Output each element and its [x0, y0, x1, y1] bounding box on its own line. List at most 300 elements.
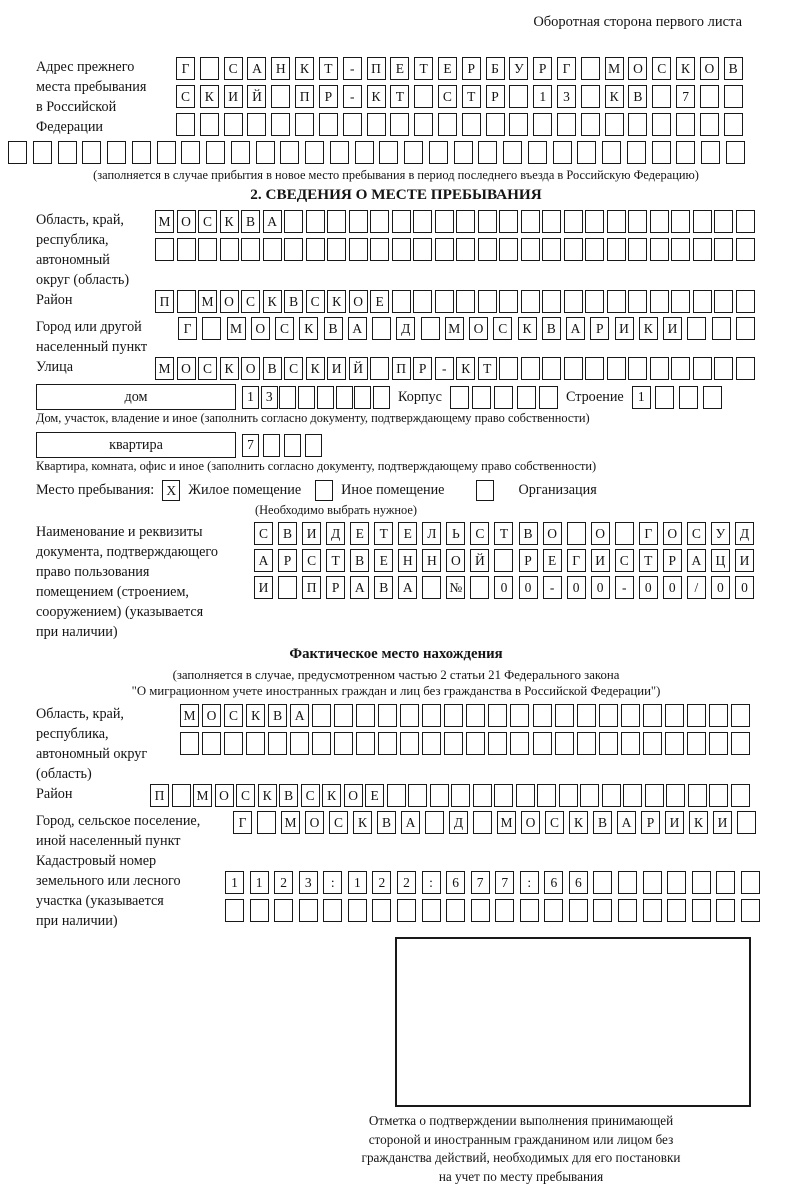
char-cell[interactable]: [520, 899, 539, 922]
char-cell[interactable]: Д: [396, 317, 415, 340]
char-cell[interactable]: К: [639, 317, 658, 340]
char-cell[interactable]: [693, 357, 712, 380]
char-cell[interactable]: [478, 238, 497, 261]
char-cell[interactable]: [370, 357, 389, 380]
char-cell[interactable]: [486, 113, 505, 136]
char-cell[interactable]: [280, 141, 299, 164]
char-cell[interactable]: [355, 141, 374, 164]
char-cell[interactable]: [334, 704, 353, 727]
char-cell[interactable]: [731, 784, 750, 807]
char-cell[interactable]: [564, 357, 583, 380]
char-cell[interactable]: 1: [242, 386, 259, 409]
char-cell[interactable]: [473, 811, 492, 834]
char-cell[interactable]: [370, 210, 389, 233]
char-cell[interactable]: Р: [278, 549, 297, 572]
char-cell[interactable]: [510, 732, 529, 755]
char-cell[interactable]: К: [322, 784, 341, 807]
char-cell[interactable]: Р: [519, 549, 538, 572]
char-cell[interactable]: П: [155, 290, 174, 313]
char-cell[interactable]: [387, 784, 406, 807]
organization-checkbox[interactable]: [476, 480, 494, 501]
char-cell[interactable]: [643, 871, 662, 894]
char-cell[interactable]: [425, 811, 444, 834]
char-cell[interactable]: К: [306, 357, 325, 380]
char-cell[interactable]: И: [713, 811, 732, 834]
char-cell[interactable]: [400, 732, 419, 755]
char-cell[interactable]: [555, 704, 574, 727]
char-cell[interactable]: С: [224, 57, 243, 80]
char-cell[interactable]: Г: [567, 549, 586, 572]
char-cell[interactable]: [181, 141, 200, 164]
char-cell[interactable]: [246, 732, 265, 755]
char-cell[interactable]: [8, 141, 27, 164]
char-cell[interactable]: [247, 113, 266, 136]
char-cell[interactable]: К: [258, 784, 277, 807]
char-cell[interactable]: С: [198, 210, 217, 233]
char-cell[interactable]: [503, 141, 522, 164]
char-cell[interactable]: [564, 238, 583, 261]
char-cell[interactable]: 3: [261, 386, 278, 409]
char-cell[interactable]: Д: [735, 522, 754, 545]
char-cell[interactable]: [378, 704, 397, 727]
char-cell[interactable]: [422, 704, 441, 727]
char-cell[interactable]: -: [343, 57, 362, 80]
char-cell[interactable]: 0: [567, 576, 586, 599]
char-cell[interactable]: [687, 317, 706, 340]
char-cell[interactable]: [422, 732, 441, 755]
char-cell[interactable]: С: [615, 549, 634, 572]
char-cell[interactable]: [687, 704, 706, 727]
char-cell[interactable]: [521, 357, 540, 380]
char-cell[interactable]: [414, 113, 433, 136]
char-cell[interactable]: [542, 357, 561, 380]
char-cell[interactable]: О: [177, 357, 196, 380]
char-cell[interactable]: К: [263, 290, 282, 313]
apartment-box[interactable]: квартира: [36, 432, 236, 458]
char-cell[interactable]: 2: [372, 871, 391, 894]
char-cell[interactable]: [466, 732, 485, 755]
char-cell[interactable]: 6: [446, 871, 465, 894]
char-cell[interactable]: Р: [326, 576, 345, 599]
char-cell[interactable]: С: [236, 784, 255, 807]
char-cell[interactable]: [478, 210, 497, 233]
char-cell[interactable]: [643, 704, 662, 727]
char-cell[interactable]: [555, 732, 574, 755]
char-cell[interactable]: [585, 210, 604, 233]
char-cell[interactable]: [607, 357, 626, 380]
char-cell[interactable]: В: [279, 784, 298, 807]
char-cell[interactable]: 0: [591, 576, 610, 599]
char-cell[interactable]: [712, 317, 731, 340]
char-cell[interactable]: [225, 899, 244, 922]
char-cell[interactable]: №: [446, 576, 465, 599]
char-cell[interactable]: [494, 549, 513, 572]
char-cell[interactable]: [414, 85, 433, 108]
char-cell[interactable]: [378, 732, 397, 755]
char-cell[interactable]: [521, 238, 540, 261]
char-cell[interactable]: [454, 141, 473, 164]
char-cell[interactable]: [494, 784, 513, 807]
char-cell[interactable]: Г: [178, 317, 197, 340]
char-cell[interactable]: [231, 141, 250, 164]
char-cell[interactable]: Н: [271, 57, 290, 80]
char-cell[interactable]: [392, 290, 411, 313]
char-cell[interactable]: [607, 210, 626, 233]
char-cell[interactable]: [456, 290, 475, 313]
char-cell[interactable]: [356, 704, 375, 727]
char-cell[interactable]: [334, 732, 353, 755]
char-cell[interactable]: М: [605, 57, 624, 80]
char-cell[interactable]: [709, 784, 728, 807]
char-cell[interactable]: [602, 784, 621, 807]
char-cell[interactable]: [471, 899, 490, 922]
char-cell[interactable]: И: [663, 317, 682, 340]
char-cell[interactable]: [155, 238, 174, 261]
char-cell[interactable]: [473, 784, 492, 807]
char-cell[interactable]: [628, 238, 647, 261]
char-cell[interactable]: [429, 141, 448, 164]
char-cell[interactable]: К: [353, 811, 372, 834]
char-cell[interactable]: [687, 732, 706, 755]
char-cell[interactable]: [392, 238, 411, 261]
char-cell[interactable]: [593, 871, 612, 894]
char-cell[interactable]: [373, 386, 390, 409]
char-cell[interactable]: В: [278, 522, 297, 545]
char-cell[interactable]: В: [350, 549, 369, 572]
char-cell[interactable]: [585, 238, 604, 261]
char-cell[interactable]: [499, 210, 518, 233]
char-cell[interactable]: [709, 732, 728, 755]
char-cell[interactable]: Н: [422, 549, 441, 572]
char-cell[interactable]: [488, 732, 507, 755]
char-cell[interactable]: Р: [663, 549, 682, 572]
char-cell[interactable]: [628, 210, 647, 233]
char-cell[interactable]: А: [617, 811, 636, 834]
char-cell[interactable]: -: [615, 576, 634, 599]
char-cell[interactable]: [435, 290, 454, 313]
char-cell[interactable]: К: [220, 357, 239, 380]
char-cell[interactable]: [741, 871, 760, 894]
char-cell[interactable]: С: [438, 85, 457, 108]
char-cell[interactable]: С: [275, 317, 294, 340]
char-cell[interactable]: 1: [632, 386, 651, 409]
char-cell[interactable]: [737, 811, 756, 834]
char-cell[interactable]: [336, 386, 353, 409]
char-cell[interactable]: 1: [348, 871, 367, 894]
char-cell[interactable]: [279, 386, 296, 409]
char-cell[interactable]: [726, 141, 745, 164]
char-cell[interactable]: [274, 899, 293, 922]
char-cell[interactable]: [627, 141, 646, 164]
char-cell[interactable]: [250, 899, 269, 922]
char-cell[interactable]: [724, 113, 743, 136]
char-cell[interactable]: [655, 386, 674, 409]
char-cell[interactable]: [271, 85, 290, 108]
char-cell[interactable]: [716, 871, 735, 894]
char-cell[interactable]: [299, 899, 318, 922]
char-cell[interactable]: [256, 141, 275, 164]
char-cell[interactable]: И: [254, 576, 273, 599]
char-cell[interactable]: [667, 899, 686, 922]
char-cell[interactable]: [585, 290, 604, 313]
char-cell[interactable]: [709, 704, 728, 727]
char-cell[interactable]: К: [327, 290, 346, 313]
char-cell[interactable]: [499, 238, 518, 261]
char-cell[interactable]: [676, 113, 695, 136]
char-cell[interactable]: М: [227, 317, 246, 340]
char-cell[interactable]: О: [344, 784, 363, 807]
char-cell[interactable]: Е: [374, 549, 393, 572]
char-cell[interactable]: [736, 317, 755, 340]
char-cell[interactable]: 3: [557, 85, 576, 108]
char-cell[interactable]: [306, 238, 325, 261]
char-cell[interactable]: [542, 290, 561, 313]
char-cell[interactable]: [421, 317, 440, 340]
char-cell[interactable]: [736, 210, 755, 233]
char-cell[interactable]: С: [301, 784, 320, 807]
char-cell[interactable]: [172, 784, 191, 807]
char-cell[interactable]: 7: [676, 85, 695, 108]
char-cell[interactable]: Д: [449, 811, 468, 834]
char-cell[interactable]: [643, 732, 662, 755]
char-cell[interactable]: М: [180, 704, 199, 727]
char-cell[interactable]: [323, 899, 342, 922]
char-cell[interactable]: [132, 141, 151, 164]
char-cell[interactable]: [451, 784, 470, 807]
char-cell[interactable]: 0: [735, 576, 754, 599]
char-cell[interactable]: [533, 113, 552, 136]
char-cell[interactable]: [356, 732, 375, 755]
char-cell[interactable]: [714, 290, 733, 313]
char-cell[interactable]: Д: [326, 522, 345, 545]
char-cell[interactable]: А: [290, 704, 309, 727]
char-cell[interactable]: А: [401, 811, 420, 834]
char-cell[interactable]: Р: [641, 811, 660, 834]
char-cell[interactable]: [666, 784, 685, 807]
char-cell[interactable]: [408, 784, 427, 807]
char-cell[interactable]: Р: [590, 317, 609, 340]
char-cell[interactable]: [499, 357, 518, 380]
char-cell[interactable]: [404, 141, 423, 164]
char-cell[interactable]: [444, 704, 463, 727]
char-cell[interactable]: [650, 357, 669, 380]
char-cell[interactable]: [559, 784, 578, 807]
char-cell[interactable]: К: [246, 704, 265, 727]
char-cell[interactable]: В: [268, 704, 287, 727]
char-cell[interactable]: С: [284, 357, 303, 380]
house-box[interactable]: дом: [36, 384, 236, 410]
char-cell[interactable]: Т: [494, 522, 513, 545]
char-cell[interactable]: [533, 704, 552, 727]
char-cell[interactable]: [577, 704, 596, 727]
char-cell[interactable]: [284, 210, 303, 233]
char-cell[interactable]: [354, 386, 371, 409]
char-cell[interactable]: А: [254, 549, 273, 572]
char-cell[interactable]: [599, 704, 618, 727]
char-cell[interactable]: [390, 113, 409, 136]
char-cell[interactable]: А: [398, 576, 417, 599]
char-cell[interactable]: [488, 704, 507, 727]
char-cell[interactable]: [688, 784, 707, 807]
char-cell[interactable]: [581, 113, 600, 136]
char-cell[interactable]: [58, 141, 77, 164]
char-cell[interactable]: :: [520, 871, 539, 894]
char-cell[interactable]: [567, 522, 586, 545]
char-cell[interactable]: [671, 357, 690, 380]
char-cell[interactable]: [692, 871, 711, 894]
char-cell[interactable]: -: [435, 357, 454, 380]
char-cell[interactable]: Т: [326, 549, 345, 572]
char-cell[interactable]: 1: [225, 871, 244, 894]
char-cell[interactable]: [628, 113, 647, 136]
char-cell[interactable]: [516, 784, 535, 807]
char-cell[interactable]: [509, 113, 528, 136]
char-cell[interactable]: В: [241, 210, 260, 233]
char-cell[interactable]: [200, 57, 219, 80]
char-cell[interactable]: [157, 141, 176, 164]
char-cell[interactable]: [413, 290, 432, 313]
char-cell[interactable]: С: [241, 290, 260, 313]
char-cell[interactable]: [623, 784, 642, 807]
char-cell[interactable]: Т: [319, 57, 338, 80]
char-cell[interactable]: [553, 141, 572, 164]
char-cell[interactable]: [413, 238, 432, 261]
char-cell[interactable]: Е: [390, 57, 409, 80]
char-cell[interactable]: К: [456, 357, 475, 380]
char-cell[interactable]: К: [367, 85, 386, 108]
char-cell[interactable]: Б: [486, 57, 505, 80]
char-cell[interactable]: В: [263, 357, 282, 380]
char-cell[interactable]: [665, 732, 684, 755]
char-cell[interactable]: О: [521, 811, 540, 834]
char-cell[interactable]: [466, 704, 485, 727]
char-cell[interactable]: А: [247, 57, 266, 80]
char-cell[interactable]: [312, 732, 331, 755]
char-cell[interactable]: [693, 238, 712, 261]
char-cell[interactable]: [581, 57, 600, 80]
char-cell[interactable]: Е: [438, 57, 457, 80]
char-cell[interactable]: Р: [533, 57, 552, 80]
char-cell[interactable]: [263, 434, 280, 457]
char-cell[interactable]: Т: [462, 85, 481, 108]
char-cell[interactable]: [82, 141, 101, 164]
char-cell[interactable]: В: [519, 522, 538, 545]
char-cell[interactable]: Г: [176, 57, 195, 80]
char-cell[interactable]: [200, 113, 219, 136]
char-cell[interactable]: В: [628, 85, 647, 108]
char-cell[interactable]: Е: [543, 549, 562, 572]
char-cell[interactable]: П: [392, 357, 411, 380]
char-cell[interactable]: [271, 113, 290, 136]
char-cell[interactable]: [593, 899, 612, 922]
char-cell[interactable]: Ц: [711, 549, 730, 572]
char-cell[interactable]: И: [224, 85, 243, 108]
char-cell[interactable]: [521, 290, 540, 313]
char-cell[interactable]: [327, 238, 346, 261]
char-cell[interactable]: [533, 732, 552, 755]
char-cell[interactable]: [422, 576, 441, 599]
char-cell[interactable]: [379, 141, 398, 164]
char-cell[interactable]: [605, 113, 624, 136]
char-cell[interactable]: [671, 238, 690, 261]
char-cell[interactable]: [544, 899, 563, 922]
char-cell[interactable]: [736, 357, 755, 380]
char-cell[interactable]: [714, 210, 733, 233]
char-cell[interactable]: :: [422, 871, 441, 894]
residential-checkbox[interactable]: X: [162, 480, 180, 501]
char-cell[interactable]: [700, 113, 719, 136]
char-cell[interactable]: [564, 290, 583, 313]
char-cell[interactable]: И: [735, 549, 754, 572]
char-cell[interactable]: О: [241, 357, 260, 380]
char-cell[interactable]: [268, 732, 287, 755]
char-cell[interactable]: О: [349, 290, 368, 313]
char-cell[interactable]: [206, 141, 225, 164]
char-cell[interactable]: [665, 704, 684, 727]
char-cell[interactable]: 2: [397, 871, 416, 894]
char-cell[interactable]: [327, 210, 346, 233]
char-cell[interactable]: [716, 899, 735, 922]
char-cell[interactable]: 1: [250, 871, 269, 894]
char-cell[interactable]: О: [591, 522, 610, 545]
char-cell[interactable]: О: [251, 317, 270, 340]
char-cell[interactable]: У: [509, 57, 528, 80]
char-cell[interactable]: О: [215, 784, 234, 807]
char-cell[interactable]: О: [177, 210, 196, 233]
char-cell[interactable]: [305, 141, 324, 164]
char-cell[interactable]: [298, 386, 315, 409]
char-cell[interactable]: [693, 290, 712, 313]
char-cell[interactable]: [667, 871, 686, 894]
char-cell[interactable]: [621, 732, 640, 755]
char-cell[interactable]: [312, 704, 331, 727]
char-cell[interactable]: Т: [390, 85, 409, 108]
char-cell[interactable]: [671, 290, 690, 313]
char-cell[interactable]: [435, 210, 454, 233]
char-cell[interactable]: Ь: [446, 522, 465, 545]
char-cell[interactable]: [107, 141, 126, 164]
char-cell[interactable]: [537, 784, 556, 807]
char-cell[interactable]: [349, 210, 368, 233]
char-cell[interactable]: Л: [422, 522, 441, 545]
char-cell[interactable]: [370, 238, 389, 261]
char-cell[interactable]: И: [591, 549, 610, 572]
char-cell[interactable]: 1: [533, 85, 552, 108]
char-cell[interactable]: [650, 210, 669, 233]
char-cell[interactable]: Е: [350, 522, 369, 545]
char-cell[interactable]: [198, 238, 217, 261]
char-cell[interactable]: [650, 290, 669, 313]
char-cell[interactable]: [224, 113, 243, 136]
char-cell[interactable]: [438, 113, 457, 136]
char-cell[interactable]: М: [193, 784, 212, 807]
char-cell[interactable]: С: [176, 85, 195, 108]
char-cell[interactable]: [180, 732, 199, 755]
char-cell[interactable]: Т: [478, 357, 497, 380]
char-cell[interactable]: [446, 899, 465, 922]
char-cell[interactable]: [176, 113, 195, 136]
char-cell[interactable]: 7: [242, 434, 259, 457]
char-cell[interactable]: [319, 113, 338, 136]
char-cell[interactable]: Г: [639, 522, 658, 545]
char-cell[interactable]: С: [254, 522, 273, 545]
char-cell[interactable]: [495, 899, 514, 922]
char-cell[interactable]: [643, 899, 662, 922]
char-cell[interactable]: В: [542, 317, 561, 340]
char-cell[interactable]: [692, 899, 711, 922]
char-cell[interactable]: [736, 238, 755, 261]
char-cell[interactable]: [257, 811, 276, 834]
